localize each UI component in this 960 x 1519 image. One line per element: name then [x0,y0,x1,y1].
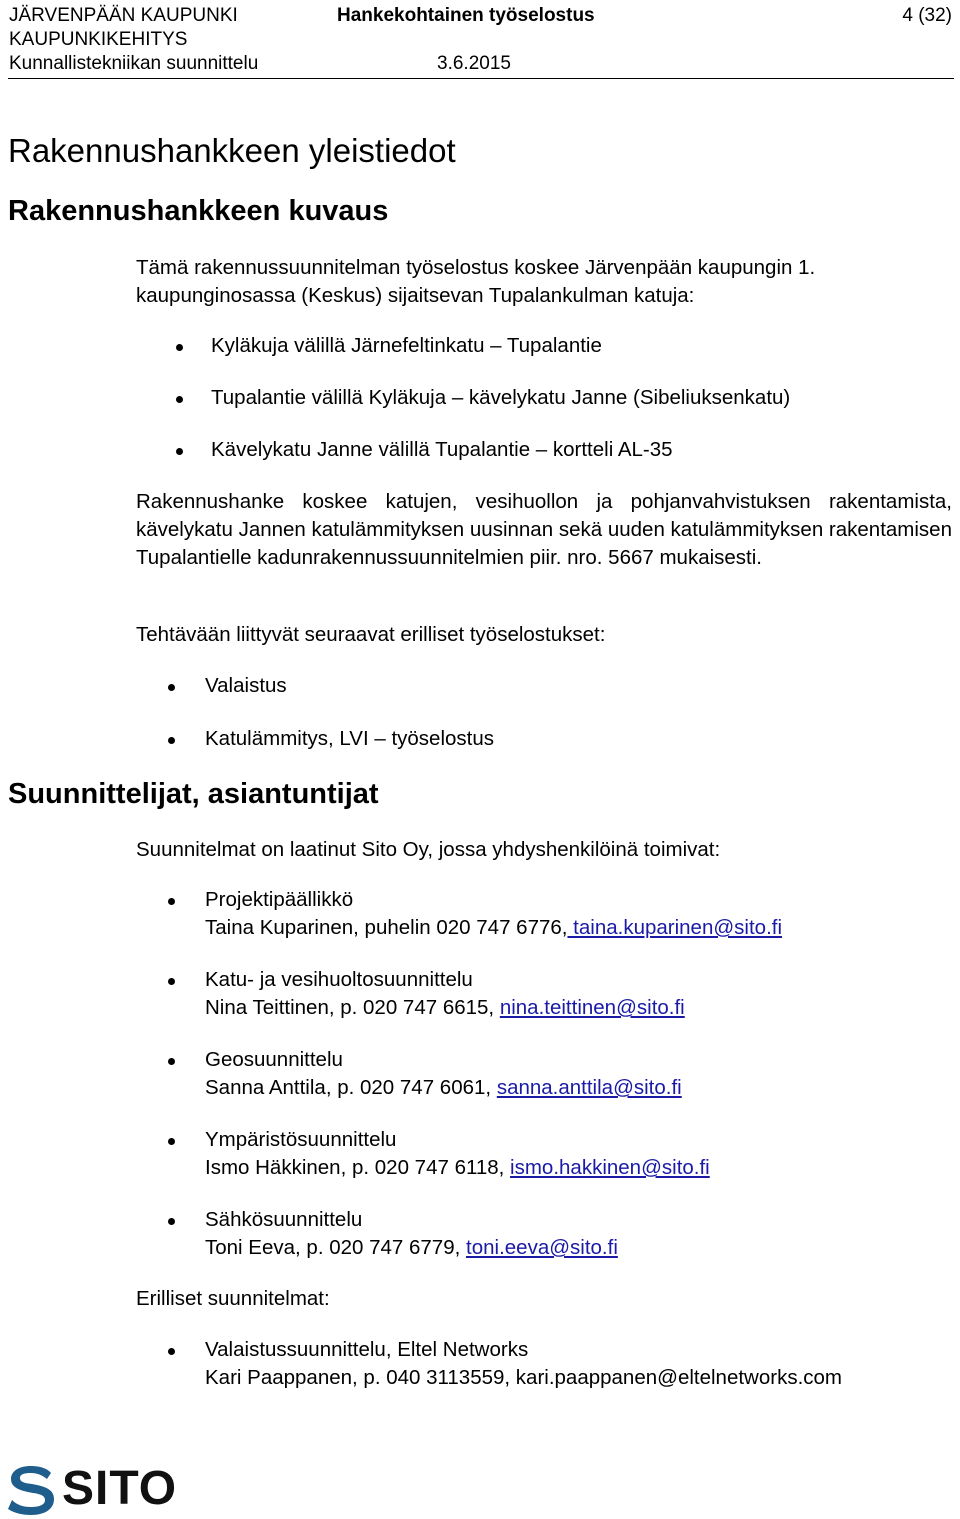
contact-role: Sähkösuunnittelu [205,1208,363,1231]
intro-line-2: kaupunginosassa (Keskus) sijaitsevan Tupalankulman katuja: [136,284,695,307]
contact-details [205,1076,682,1100]
separate-plans-intro: Erilliset suunnitelmat: [136,1287,330,1310]
contact-details [205,916,782,940]
bullet-icon [168,978,175,985]
header-doc-title: Hankekohtainen työselostus [337,5,595,26]
designers-intro: Suunnitelmat on laatinut Sito Oy, jossa yhdyshenkilöinä toimivat: [136,838,721,861]
header-org: JÄRVENPÄÄN KAUPUNKI [9,5,238,26]
contact-text: Taina Kuparinen, puhelin 020 747 6776, [205,916,568,939]
contact-details [205,996,685,1020]
project-description: Rakennushanke koskee katujen, vesihuollon ja pohjanvahvistuksen rakentamista, kävelykatu Jannen katulämmityksen uusinnan sekä uuden katulämmityksen rakentamisen Tupalantielle kadunrakennussuunnitelmien piir. nro. 5667 mukaisesti. [136,490,952,569]
contact-email-link[interactable]: toni.eeva@sito.fi [466,1236,618,1259]
related-item: Katulämmitys, LVI – työselostus [205,727,495,750]
street-item: Kävelykatu Janne välillä Tupalantie – kortteli AL-35 [211,438,673,461]
related-intro: Tehtävään liittyvät seuraavat erilliset työselostukset: [136,623,606,646]
contact-role: Ympäristösuunnittelu [205,1128,397,1151]
bullet-icon [168,898,175,905]
header-page-number: 4 (32) [902,5,952,26]
street-item: Tupalantie välillä Kyläkuja – kävelykatu Janne (Sibeliuksenkatu) [211,386,791,409]
bullet-icon [168,1218,175,1225]
sito-logo-icon [7,1465,55,1515]
bullet-icon [168,1138,175,1145]
separate-plan-role: Valaistussuunnittelu, Eltel Networks [205,1338,529,1361]
bullet-icon [176,344,183,351]
street-item: Kyläkuja välillä Järnefeltinkatu – Tupalantie [211,334,602,357]
contact-role: Katu- ja vesihuoltosuunnittelu [205,968,473,991]
header-dept: KAUPUNKIKEHITYS [9,29,188,50]
bullet-icon [176,448,183,455]
bullet-icon [168,737,175,744]
intro-line-1: Tämä rakennussuunnitelman työselostus koskee Järvenpään kaupungin 1. [136,256,816,279]
sito-logo-text: SITO [62,1462,178,1515]
contact-text: Nina Teittinen, p. 020 747 6615, [205,996,495,1019]
separate-plan-contact: Kari Paappanen, p. 040 3113559, kari.paappanen@eltelnetworks.com [205,1366,843,1389]
header-date: 3.6.2015 [437,53,511,74]
contact-email-link[interactable]: ismo.hakkinen@sito.fi [510,1156,710,1179]
bullet-icon [176,396,183,403]
contact-email-link[interactable]: nina.teittinen@sito.fi [499,996,685,1019]
contact-text: Toni Eeva, p. 020 747 6779, [205,1236,461,1259]
bullet-icon [168,1058,175,1065]
contact-text: Ismo Häkkinen, p. 020 747 6118, [205,1156,505,1179]
contact-details [205,1236,618,1260]
section-subtitle: Rakennushankkeen kuvaus [8,195,389,227]
header-divider [8,78,954,79]
contact-text: Sanna Anttila, p. 020 747 6061, [205,1076,492,1099]
contact-email-link[interactable]: taina.kuparinen@sito.fi [567,916,783,939]
contact-role: Projektipäällikkö [205,888,354,911]
contact-email-link[interactable]: sanna.anttila@sito.fi [496,1076,682,1099]
bullet-icon [168,684,175,691]
bullet-icon [168,1348,175,1355]
section-title: Rakennushankkeen yleistiedot [8,132,456,169]
header-unit: Kunnallistekniikan suunnittelu [9,53,259,74]
related-item: Valaistus [205,674,287,697]
contact-details [205,1156,710,1180]
contact-role: Geosuunnittelu [205,1048,343,1071]
designers-title: Suunnittelijat, asiantuntijat [8,778,379,810]
